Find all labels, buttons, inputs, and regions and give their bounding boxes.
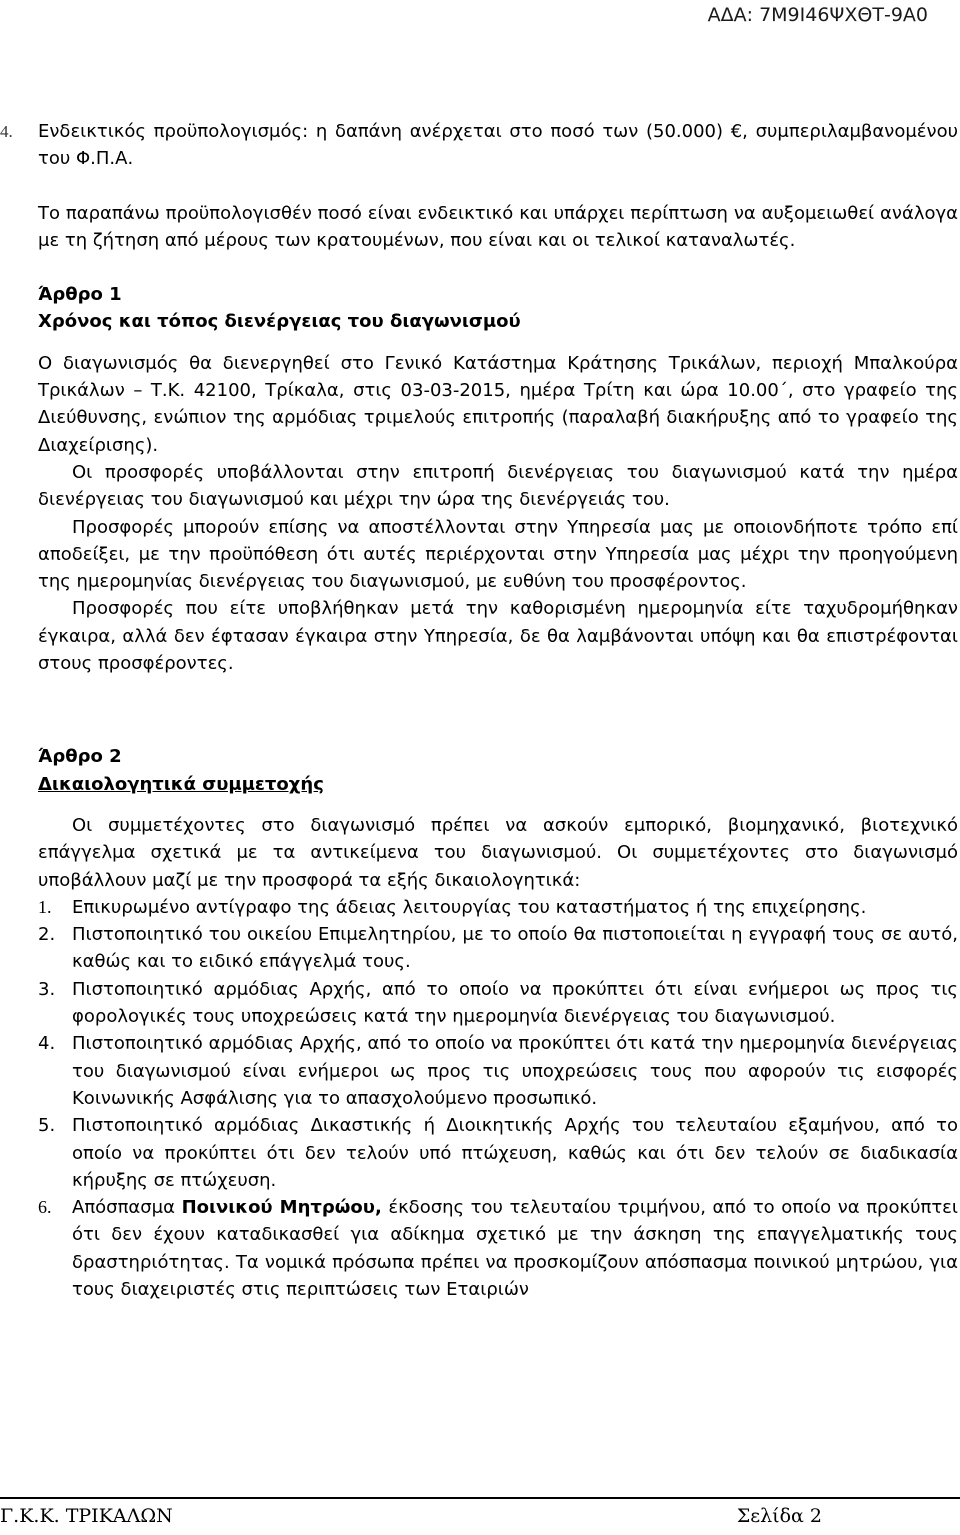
list-item	[38, 894, 958, 921]
list-item-number: 1.	[38, 896, 52, 917]
list-item-number: 4.	[38, 1033, 56, 1055]
article-2-subtitle: Δικαιολογητικά συμμετοχής	[38, 773, 324, 795]
article-2-title: Άρθρο 2	[38, 746, 122, 768]
list-item-text-pre: Απόσπασμα	[72, 1197, 182, 1219]
footer-organization: Γ.Κ.Κ. ΤΡΙΚΑΛΩΝ	[0, 1505, 173, 1527]
list-item-text: Επικυρωμένο αντίγραφο της άδειας λειτουργίας του καταστήματος ή της επιχείρησης.	[72, 896, 867, 918]
list-item-number: 2.	[38, 924, 56, 946]
list-item	[38, 1194, 958, 1303]
section-4-number: 4.	[0, 122, 13, 141]
list-item-text: Πιστοποιητικό του οικείου Επιμελητηρίου, με το οποίο θα πιστοποιείται η εγγραφή τους σε αυτό, καθώς και το ειδικό επάγγελμά τους.	[72, 924, 958, 973]
list-item	[38, 921, 958, 976]
article-1-paragraph-1: Ο διαγωνισμός θα διενεργηθεί στο Γενικό Κατάστημα Κράτησης Τρικάλων, περιοχή Μπαλκούρα Τρικάλων – Τ.Κ. 42100, Τρίκαλα, στις 03-03-2015, ημέρα Τρίτη και ώρα 10.00΄, στο γραφείο της Διεύθυνσης, ενώπιον της αρμόδιας τριμελούς επιτροπής (παραλαβή διακήρυξης από το γραφείο της Διαχείρισης).	[38, 352, 958, 456]
document-body	[0, 118, 958, 1303]
list-item-text: Πιστοποιητικό αρμόδιας Αρχής, από το οποίο να προκύπτει ότι είναι ενήμεροι ως προς τις φορολογικές τους υποχρεώσεις κατά την ημερομηνία διενέργειας του διαγωνισμού.	[72, 978, 958, 1028]
list-item-number: 3.	[38, 978, 56, 1000]
list-item-text-post: έκδοσης του τελευταίου τριμήνου, από το οποίο να προκύπτει ότι δεν έχουν καταδικασθεί για αδίκημα σχετικό με την άσκηση της επαγγελματικής τους δραστηριότητας. Τα νομικά πρόσωπα πρέπει να προσκομίζουν απόσπασμα ποινικού μητρώου, για τους διαχειριστές στις περιπτώσεις των Εταιριών	[72, 1197, 958, 1300]
list-item	[38, 1030, 958, 1112]
article-1-paragraph-3: Προσφορές μπορούν επίσης να αποστέλλονται στην Υπηρεσία μας με οποιονδήποτε τρόπο επί αποδείξει, με την προϋπόθεση ότι αυτές περιέρχονται στην Υπηρεσία μας μέχρι την προηγούμενη της ημερομηνίας διενέργειας του διαγωνισμού, με ευθύνη του προσφέροντος.	[38, 516, 958, 593]
article-1-paragraph-4: Προσφορές που είτε υποβλήθηκαν μετά την καθορισμένη ημερομηνία είτε ταχυδρομήθηκαν έγκαιρα, αλλά δεν έφτασαν έγκαιρα στην Υπηρεσία, δε θα λαμβάνονται υπόψη και θα επιστρέφονται στους προσφέροντες.	[38, 598, 958, 675]
ada-code: ΑΔΑ: 7Μ9Ι46ΨΧΘΤ-9Α0	[707, 4, 928, 26]
page-footer	[0, 1497, 960, 1535]
article-1-paragraph-2: Οι προσφορές υποβάλλονται στην επιτροπή διενέργειας του διαγωνισμού κατά την ημέρα διενέργειας του διαγωνισμού και μέχρι την ώρα της διενέργειάς του.	[38, 461, 958, 511]
article-2-intro: Οι συμμετέχοντες στο διαγωνισμό πρέπει να ασκούν εμπορικό, βιομηχανικό, βιοτεχνικό επάγγελμα σχετικά με τα αντικείμενα του διαγωνισμού. Οι συμμετέχοντες στο διαγωνισμό υποβάλλουν μαζί με την προσφορά τα εξής δικαιολογητικά:	[38, 814, 958, 891]
list-item-text: Πιστοποιητικό αρμόδιας Αρχής, από το οποίο να προκύπτει ότι κατά την ημερομηνία διενέργειας του διαγωνισμού είναι ενήμεροι ως προς τις υποχρεώσεις τους που αφορούν τις εισφορές Κοινωνικής Ασφάλισης για το απασχολούμενο προσωπικό.	[72, 1033, 958, 1109]
list-item-number: 6.	[38, 1197, 52, 1218]
article-1-subtitle: Χρόνος και τόπος διενέργειας του διαγωνισμού	[38, 311, 521, 333]
budget-note: Το παραπάνω προϋπολογισθέν ποσό είναι ενδεικτικό και υπάρχει περίπτωση να αυξομειωθεί ανάλογα με τη ζήτηση από μέρους των κρατουμένων, που είναι και οι τελικοί καταναλωτές.	[38, 202, 958, 251]
budget-text: Ενδεικτικός προϋπολογισμός: η δαπάνη ανέρχεται στο ποσό των (50.000) €, συμπεριλαμβανομένου του Φ.Π.Α.	[38, 121, 958, 170]
article-1-title: Άρθρο 1	[38, 284, 122, 306]
section-4	[0, 118, 958, 173]
documents-list	[38, 894, 958, 1303]
list-item	[38, 976, 958, 1031]
list-item-number: 5.	[38, 1115, 56, 1137]
footer-page-number: Σελίδα 2	[736, 1505, 822, 1527]
criminal-record-label: Ποινικού Μητρώου,	[181, 1197, 382, 1219]
list-item-text: Πιστοποιητικό αρμόδιας Δικαστικής ή Διοικητικής Αρχής του τελευταίου εξαμήνου, από το οποίο να προκύπτει ότι δεν τελούν υπό πτώχευση, καθώς και ότι δεν τελούν σε διαδικασία κήρυξης σε πτώχευση.	[72, 1115, 958, 1191]
list-item	[38, 1112, 958, 1194]
